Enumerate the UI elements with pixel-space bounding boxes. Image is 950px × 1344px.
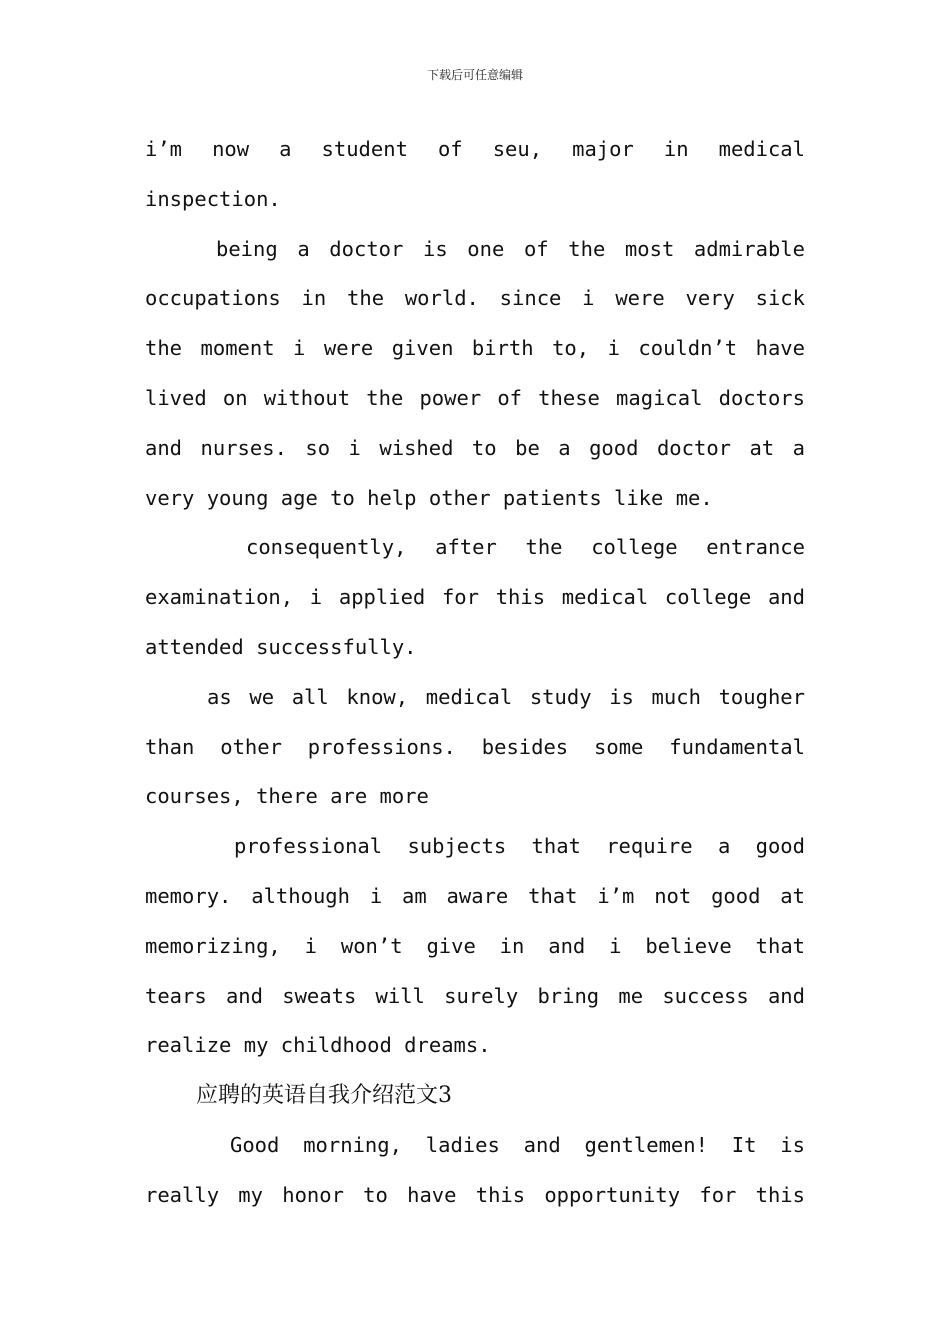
- page-header: 下载后可任意编辑: [426, 68, 523, 82]
- text-line: examination, i applied for this medical college and: [145, 585, 805, 610]
- section-heading: 应聘的英语自我介绍范文3: [196, 1083, 452, 1109]
- text-line: being a doctor is one of the most admirable: [216, 236, 805, 261]
- text-line: memory. although i am aware that i’m not good at: [145, 883, 805, 908]
- text-line: consequently, after the college entrance: [246, 535, 805, 560]
- text-line: very young age to help other patients like me.: [145, 485, 713, 510]
- text-line: really my honor to have this opportunity for this: [145, 1182, 805, 1207]
- text-line: as we all know, medical study is much tougher: [207, 684, 805, 709]
- text-line: tears and sweats will surely bring me success and: [145, 983, 805, 1008]
- text-line: occupations in the world. since i were very sick: [145, 286, 805, 311]
- text-line: Good morning, ladies and gentlemen! It is: [230, 1132, 805, 1157]
- text-line: the moment i were given birth to, i couldn’t have: [145, 336, 805, 361]
- text-line: inspection.: [145, 186, 281, 211]
- text-line: i’m now a student of seu, major in medical: [145, 137, 805, 161]
- text-line: realize my childhood dreams.: [145, 1033, 491, 1058]
- text-line: lived on without the power of these magical doctors: [145, 385, 805, 410]
- text-line: and nurses. so i wished to be a good doctor at a: [145, 435, 805, 460]
- text-line: than other professions. besides some fundamental: [145, 734, 805, 759]
- text-line: courses, there are more: [145, 784, 429, 809]
- text-line: professional subjects that require a good: [234, 834, 805, 859]
- text-line: memorizing, i won’t give in and i believe that: [145, 933, 805, 958]
- text-line: attended successfully.: [145, 634, 417, 659]
- document-body: [145, 125, 805, 1221]
